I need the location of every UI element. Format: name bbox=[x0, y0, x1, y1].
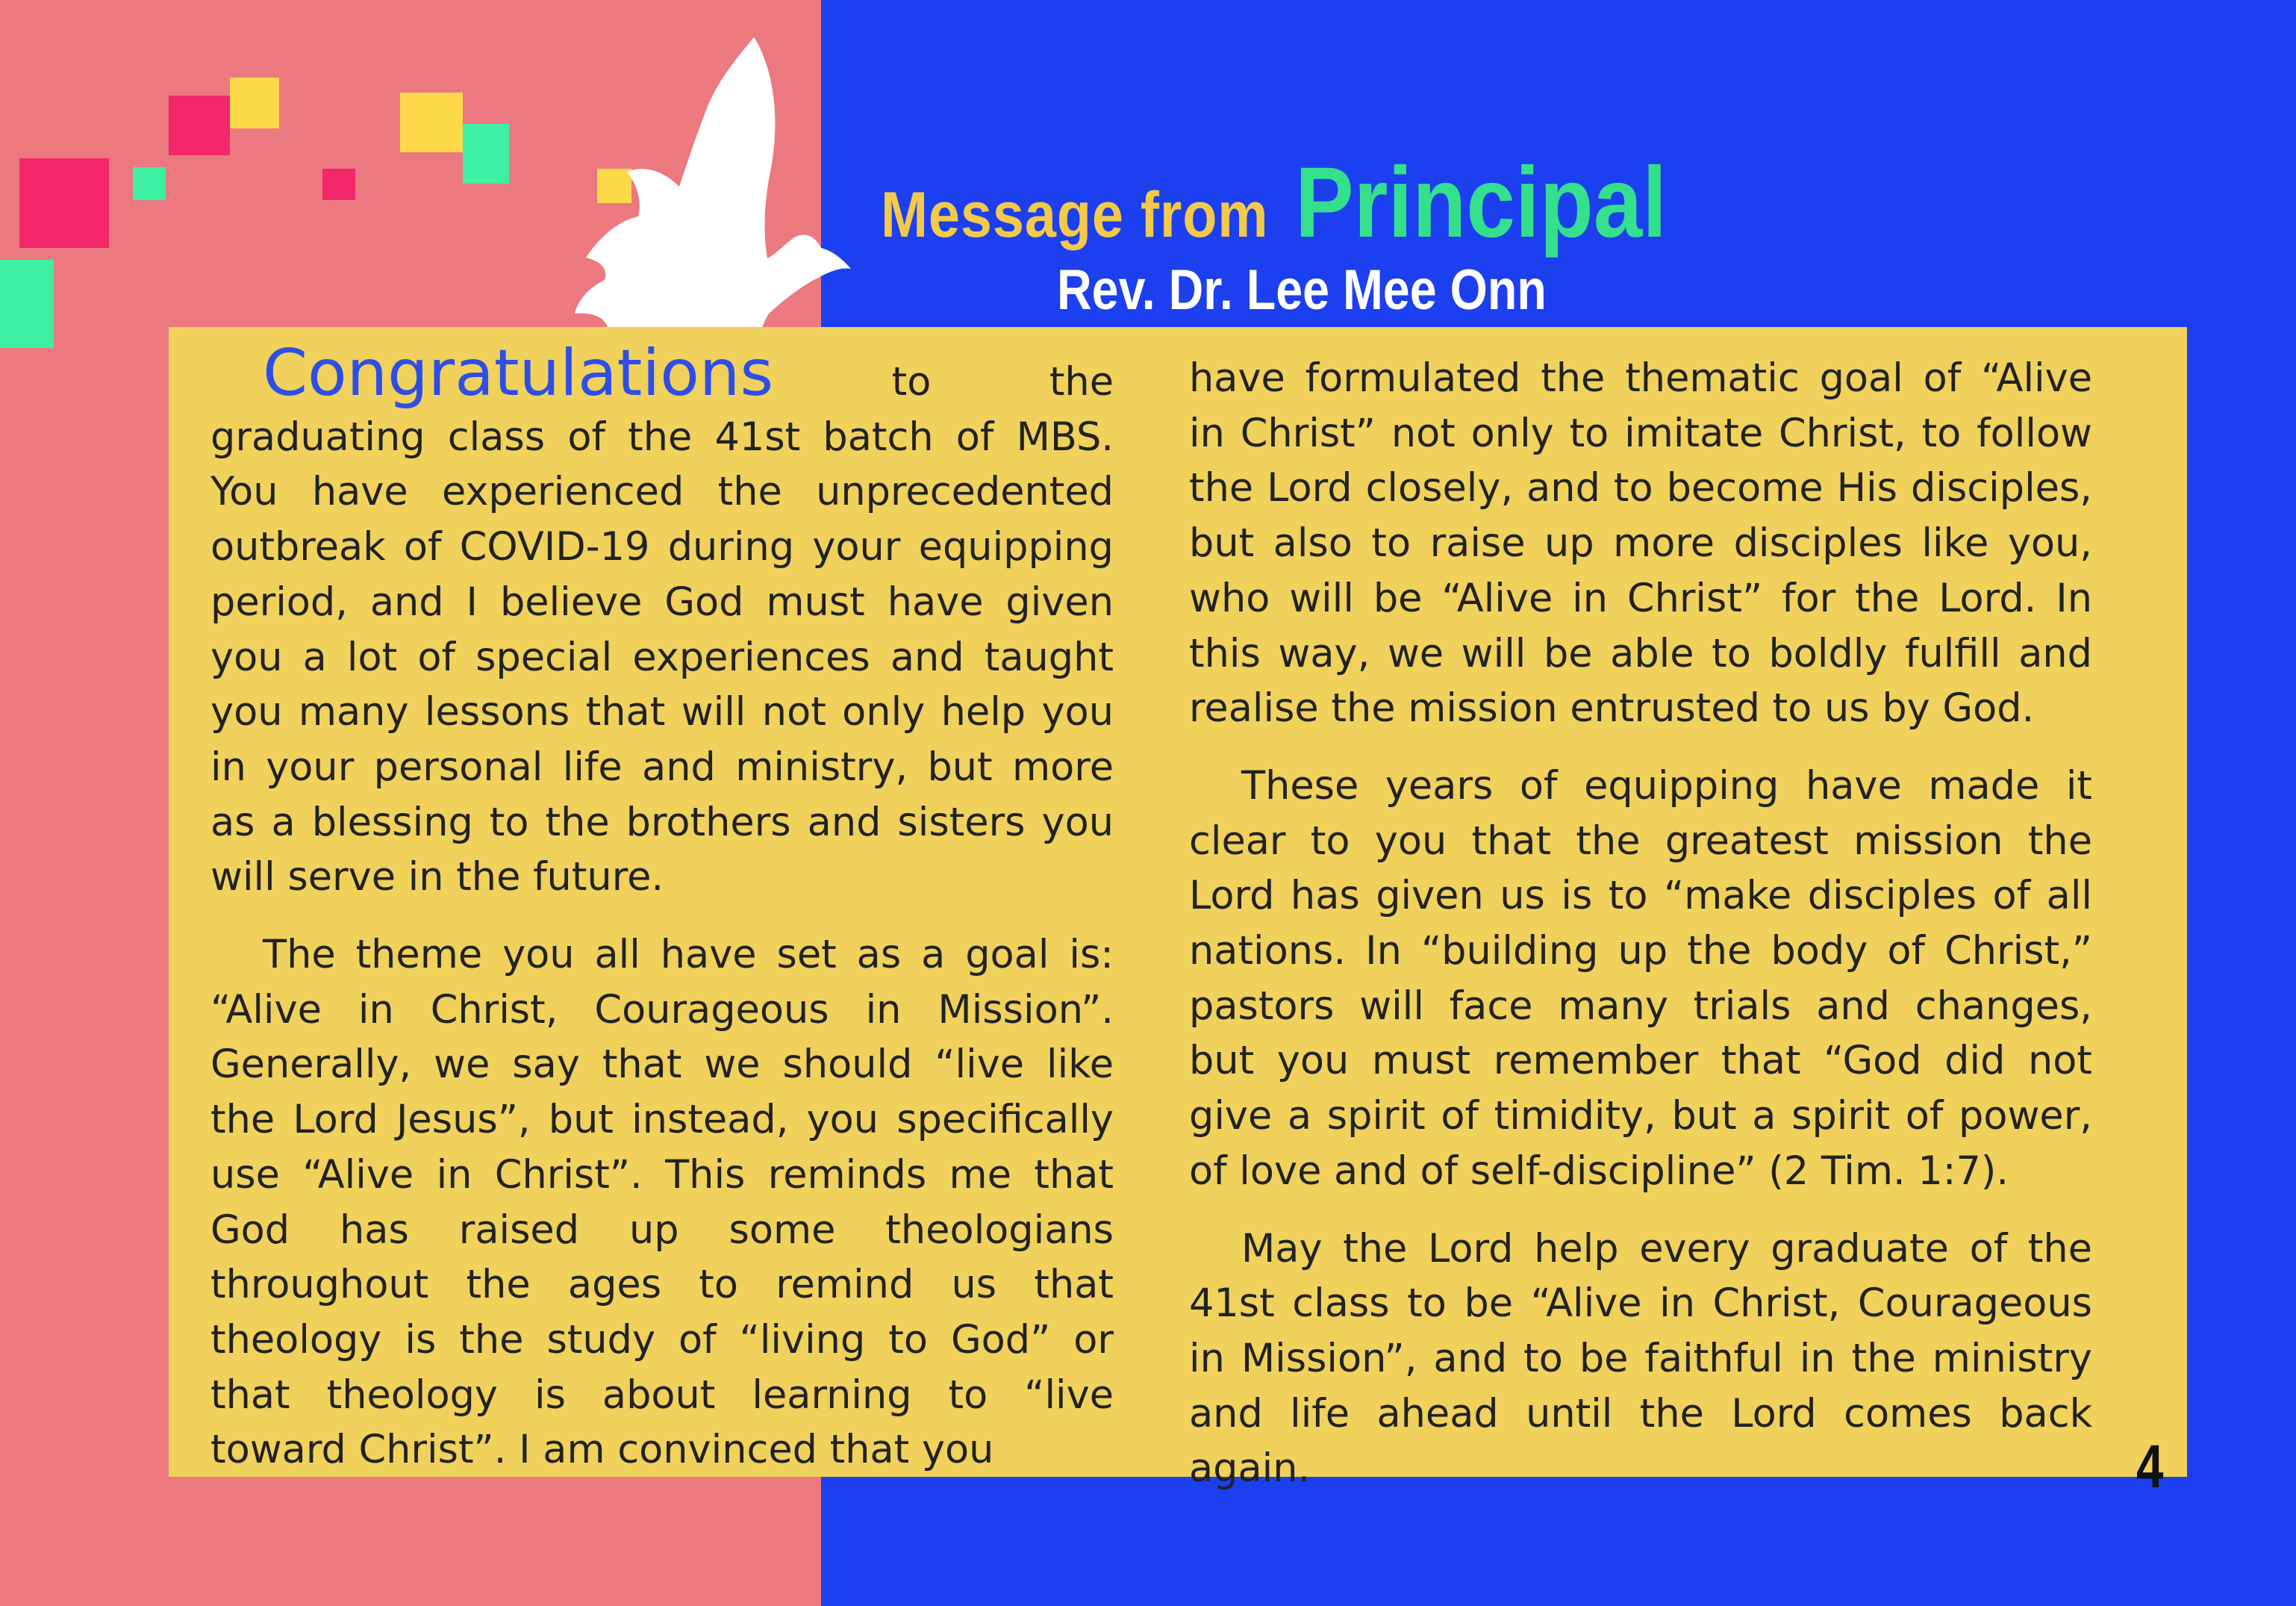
paragraph: The theme you all have set as a goal is: “Alive in Christ, Courageous in Mission”. Generally, we say that we should “live like the Lord Jesus”, but instead, you specifically use “Alive in Christ”. This reminds me that God has raised up some theologians throughout the ages to remind us that theology is the study of “living to God” or that theology is about learning to “live toward Christ”. I am convinced that you bbox=[210, 932, 1114, 1473]
author-name: Rev. Dr. Lee Mee Onn bbox=[1057, 258, 1547, 322]
title-main: Principal bbox=[1294, 147, 1667, 258]
paragraph: These years of equipping have made it clear to you that the greatest mission the Lord has given us is to “make disciples of all nations. In “building up the body of Christ,” pastors will face many trials and changes, but you must remember that “God did not give a spirit of timidity, but a spirit of power, of love and of self-discipline” (2 Tim. 1:7). bbox=[1189, 762, 2092, 1194]
decor-square bbox=[322, 169, 355, 200]
title-prefix: Message from bbox=[881, 179, 1269, 251]
decor-square bbox=[133, 167, 166, 200]
decor-square bbox=[463, 124, 509, 184]
page-title bbox=[881, 146, 1718, 260]
paragraph bbox=[210, 336, 1114, 905]
paragraph: have formulated the thematic goal of “Alive in Christ” not only to imitate Christ, to follow the Lord closely, and to become His disciples, but also to raise up more disciples like you, who will be “Alive in Christ” for the Lord. In this way, we will be able to boldly fulfill and realise the mission entrusted to us by God. bbox=[1189, 355, 2092, 732]
page-number: 4 bbox=[2136, 1433, 2164, 1501]
paragraph: May the Lord help every graduate of the 41st class to be “Alive in Christ, Courageous in Mission”, and to be faithful in the ministry and life ahead until the Lord comes back again. bbox=[1189, 1225, 2092, 1492]
paragraph-text: to the graduating class of the 41st batch of MBS. You have experienced the unprecedented outbreak of COVID-19 during your equipping period, and I believe God must have given you a lot of special experiences and taught you many lessons that will not only help you in your personal life and ministry, but more as a blessing to the brothers and sisters you will serve in the future. bbox=[210, 359, 1114, 900]
right-column bbox=[1189, 351, 2092, 1519]
decor-square bbox=[19, 158, 109, 248]
left-column bbox=[210, 336, 1114, 1500]
decor-square bbox=[230, 78, 279, 128]
decor-square bbox=[169, 96, 230, 155]
decor-square bbox=[0, 260, 54, 348]
congratulations-lead: Congratulations bbox=[263, 336, 774, 411]
decor-square bbox=[400, 93, 463, 152]
